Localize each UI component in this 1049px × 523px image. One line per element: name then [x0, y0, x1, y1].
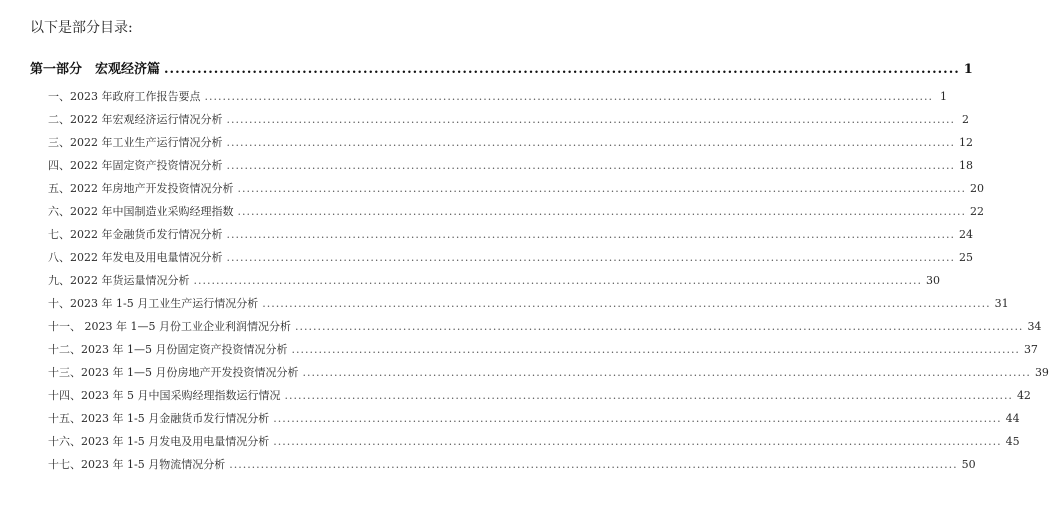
dot-leader: .................................................................................................................................................................. [204, 90, 933, 103]
toc-entry-label: 三、2022 年工业生产运行情况分析 [48, 136, 223, 149]
toc-entry[interactable] [48, 456, 976, 479]
dot-leader: .................................................................................................................................................................. [284, 389, 1013, 402]
part-page-number: 1 [963, 62, 973, 77]
dot-leader: .................................................................................................................................................................. [229, 458, 958, 471]
toc-entry[interactable] [48, 318, 1042, 341]
toc-entry-page: 12 [958, 136, 973, 149]
toc-list [48, 88, 1049, 479]
toc-entry[interactable] [48, 88, 947, 111]
toc-entry[interactable] [48, 272, 940, 295]
toc-entry-label: 十七、2023 年 1-5 月物流情况分析 [48, 458, 226, 471]
toc-entry-page: 39 [1034, 366, 1049, 379]
toc-entry-page: 2 [961, 113, 969, 126]
toc-entry-label: 二、2022 年宏观经济运行情况分析 [48, 113, 223, 126]
toc-entry-label: 一、2023 年政府工作报告要点 [48, 90, 201, 103]
toc-entry-page: 25 [958, 251, 973, 264]
toc-entry-label: 四、2022 年固定资产投资情况分析 [48, 159, 223, 172]
dot-leader: ................................................................................................................................................ [164, 62, 960, 77]
toc-entry-label: 十一、 2023 年 1—5 月份工业企业利润情况分析 [48, 320, 291, 333]
toc-entry[interactable] [48, 203, 984, 226]
toc-entry-label: 九、2022 年货运量情况分析 [48, 274, 190, 287]
toc-entry-page: 30 [925, 274, 940, 287]
toc-entry-label: 十四、2023 年 5 月中国采购经理指数运行情况 [48, 389, 281, 402]
toc-entry[interactable] [48, 410, 1020, 433]
toc-entry-label: 十二、2023 年 1—5 月份固定资产投资情况分析 [48, 343, 288, 356]
dot-leader: .................................................................................................................................................................. [226, 228, 955, 241]
toc-entry-page: 34 [1027, 320, 1042, 333]
dot-leader: .................................................................................................................................................................. [226, 251, 955, 264]
dot-leader: .................................................................................................................................................................. [237, 205, 966, 218]
toc-entry[interactable] [48, 226, 973, 249]
dot-leader: .................................................................................................................................................................. [291, 343, 1020, 356]
toc-entry[interactable] [48, 111, 969, 134]
toc-entry-page: 22 [969, 205, 984, 218]
intro-text: 以下是部分目录: [30, 20, 133, 36]
toc-entry[interactable] [48, 295, 1009, 318]
dot-leader: .................................................................................................................................................................. [237, 182, 966, 195]
toc-entry-label: 十三、2023 年 1—5 月份房地产开发投资情况分析 [48, 366, 299, 379]
toc-entry-label: 十、2023 年 1-5 月工业生产运行情况分析 [48, 297, 259, 310]
toc-entry-page: 31 [994, 297, 1009, 310]
dot-leader: .................................................................................................................................................................. [302, 366, 1031, 379]
toc-entry-page: 1 [939, 90, 947, 103]
toc-entry[interactable] [48, 433, 1020, 456]
toc-entry[interactable] [48, 157, 973, 180]
dot-leader: .................................................................................................................................................................. [226, 136, 955, 149]
toc-entry-page: 42 [1016, 389, 1031, 402]
toc-entry[interactable] [48, 387, 1031, 410]
toc-entry-label: 七、2022 年金融货币发行情况分析 [48, 228, 223, 241]
part-heading[interactable] [30, 58, 973, 77]
toc-entry-page: 18 [958, 159, 973, 172]
toc-entry[interactable] [48, 249, 973, 272]
toc-entry[interactable] [48, 364, 1049, 387]
toc-entry[interactable] [48, 341, 1038, 364]
toc-entry-label: 六、2022 年中国制造业采购经理指数 [48, 205, 234, 218]
dot-leader: .................................................................................................................................................................. [294, 320, 1024, 333]
toc-entry-page: 45 [1005, 435, 1020, 448]
toc-entry[interactable] [48, 180, 984, 203]
toc-entry-label: 十六、2023 年 1-5 月发电及用电量情况分析 [48, 435, 270, 448]
toc-entry-page: 44 [1005, 412, 1020, 425]
toc-entry-page: 37 [1023, 343, 1038, 356]
dot-leader: .................................................................................................................................................................. [273, 412, 1002, 425]
toc-entry-label: 五、2022 年房地产开发投资情况分析 [48, 182, 234, 195]
toc-entry-page: 20 [969, 182, 984, 195]
toc-entry-label: 十五、2023 年 1-5 月金融货币发行情况分析 [48, 412, 270, 425]
toc-entry-page: 50 [961, 458, 976, 471]
toc-entry-page: 24 [958, 228, 973, 241]
dot-leader: .................................................................................................................................................................. [273, 435, 1002, 448]
part-title: 第一部分 宏观经济篇 [30, 62, 161, 77]
toc-entry[interactable] [48, 134, 973, 157]
dot-leader: .................................................................................................................................................................. [193, 274, 922, 287]
dot-leader: .................................................................................................................................................................. [262, 297, 991, 310]
toc-entry-label: 八、2022 年发电及用电量情况分析 [48, 251, 223, 264]
dot-leader: .................................................................................................................................................................. [226, 113, 955, 126]
dot-leader: .................................................................................................................................................................. [226, 159, 955, 172]
